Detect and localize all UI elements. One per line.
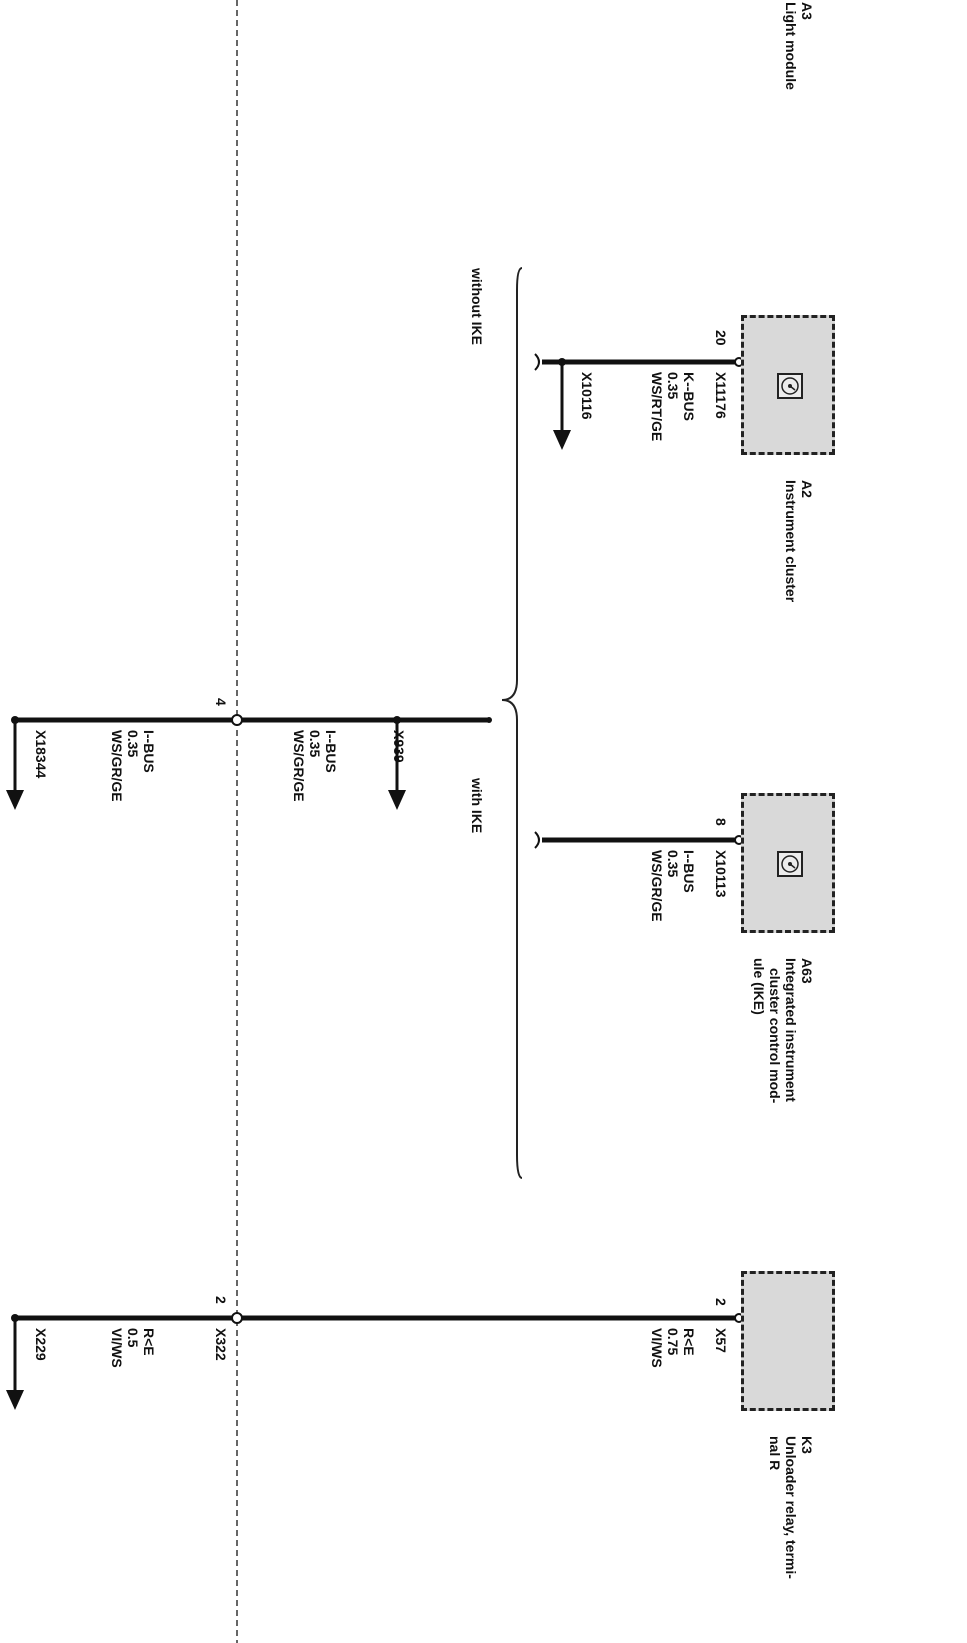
a63-label-3: ule (IKE) (751, 958, 767, 1015)
arrow-x939-head (388, 790, 406, 810)
gauge-icon (777, 373, 803, 399)
a63-label-2: cluster control mod- (767, 968, 783, 1104)
a63-label-1: Integrated instrument (783, 958, 799, 1102)
brace-without-ike (502, 268, 522, 720)
ibus-out-size: 0.35 (125, 730, 141, 758)
r-out-color: VI/WS (109, 1328, 125, 1368)
arrow-x229-head (6, 1390, 24, 1410)
x229-connector: X229 (33, 1328, 49, 1361)
component-k3-box (741, 1271, 835, 1411)
ibus-a63-break (535, 832, 539, 848)
x18344-connector: X18344 (33, 730, 49, 779)
a3-ref: A3 (799, 2, 815, 20)
gauge-icon (777, 851, 803, 877)
ibus-out-name: I--BUS (141, 730, 157, 773)
k3-pin: 2 (713, 1298, 729, 1306)
a2-label: Instrument cluster (783, 480, 799, 603)
kbus-size: 0.35 (665, 372, 681, 400)
ibus-out-color: WS/GR/GE (109, 730, 125, 802)
k3-connector: X57 (713, 1328, 729, 1353)
k3-label-1: Unloader relay, termi- (783, 1436, 799, 1579)
ibus-mid-name: I--BUS (323, 730, 339, 773)
ibus-pin4: 4 (213, 698, 229, 706)
kbus-color: WS/RT/GE (649, 372, 665, 442)
ibus-a63-color: WS/GR/GE (649, 850, 665, 922)
r-pin2: 2 (213, 1296, 229, 1304)
x322-connector: X322 (213, 1328, 229, 1361)
a2-ref: A2 (799, 480, 815, 498)
a3-label: Light module (783, 2, 799, 90)
a63-connector: X10113 (713, 850, 729, 898)
a2-pin: 20 (713, 330, 729, 346)
k3-label-2: nal R (767, 1436, 783, 1471)
ibus-mid-size: 0.35 (307, 730, 323, 758)
condition-without-ike: without IKE (469, 268, 485, 345)
gauge-icon-glyph (779, 375, 801, 397)
r-k3-color: VI/WS (649, 1328, 665, 1368)
brace-with-ike (517, 720, 522, 1178)
arrow-x10116-head (553, 430, 571, 450)
r-out-name: R<E (141, 1328, 157, 1356)
gauge-icon-glyph (779, 853, 801, 875)
ibus-junction-top (486, 717, 492, 723)
kbus-name: K--BUS (681, 372, 697, 421)
arrow-x18344-head (6, 790, 24, 810)
ibus-mid-color: WS/GR/GE (291, 730, 307, 802)
x939-connector: X939 (391, 730, 407, 763)
ibus-a63-size: 0.35 (665, 850, 681, 878)
r-k3-size: 0.75 (665, 1328, 681, 1356)
ibus-pin4-dot (232, 715, 242, 725)
kbus-break (535, 354, 539, 370)
kbus-arrow-connector: X10116 (579, 372, 595, 420)
r-pin2-dot (232, 1313, 242, 1323)
a63-ref: A63 (799, 958, 815, 984)
k3-ref: K3 (799, 1436, 815, 1454)
ibus-a63-name: I--BUS (681, 850, 697, 893)
r-k3-name: R<E (681, 1328, 697, 1356)
r-out-size: 0.5 (125, 1328, 141, 1348)
condition-with-ike: with IKE (469, 778, 485, 834)
a63-pin: 8 (713, 818, 729, 826)
a2-connector: X11176 (713, 372, 729, 419)
